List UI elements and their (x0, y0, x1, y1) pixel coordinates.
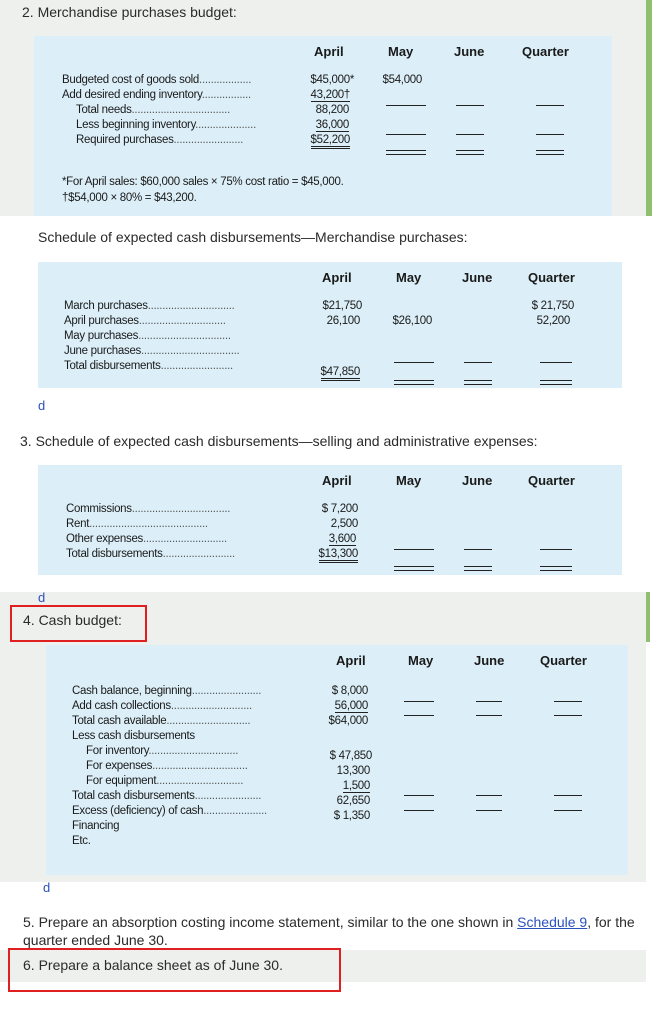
section3-heading: 3. Schedule of expected cash disbursements—selling and administrative expenses: (20, 433, 538, 449)
footnote: †$54,000 × 80% = $43,200. (62, 192, 197, 204)
col-april: April (322, 473, 352, 488)
cell: $ 21,750 (531, 300, 574, 312)
cell: 56,000 (334, 700, 368, 712)
blank-line (476, 715, 502, 716)
blank-total (386, 150, 426, 155)
schedule-9-link[interactable]: Schedule 9 (517, 914, 588, 930)
answer-marker: d (38, 590, 46, 605)
blank-line (394, 362, 434, 363)
cell: 88,200 (315, 104, 349, 116)
row-label: Add cash collections............................ (72, 700, 252, 712)
blank-line (404, 810, 434, 811)
disbursements-table (38, 262, 622, 388)
col-april: April (336, 653, 366, 668)
col-quarter: Quarter (528, 270, 575, 285)
row-label: Cash balance, beginning........................ (72, 685, 262, 697)
merchandise-purchases-table (34, 36, 612, 216)
row-label: For inventory............................... (86, 745, 239, 757)
cell: $ 47,850 (329, 750, 372, 762)
cell: 13,300 (336, 765, 370, 777)
section2-heading: 2. Merchandise purchases budget: (22, 4, 237, 20)
blank-line (404, 715, 434, 716)
section4-heading: 4. Cash budget: (23, 612, 122, 628)
cell: $13,300 (319, 548, 358, 563)
row-label: For expenses................................. (86, 760, 248, 772)
cell: $52,200 (311, 134, 350, 149)
blank-line (554, 810, 582, 811)
col-june: June (474, 653, 505, 668)
row-label: Less cash disbursements (72, 730, 195, 742)
row-label: June purchases.................................. (64, 345, 240, 357)
col-april: April (314, 44, 344, 59)
blank-total (540, 380, 572, 385)
col-quarter: Quarter (540, 653, 587, 668)
row-label: For equipment.............................. (86, 775, 244, 787)
row-label: Total disbursements......................... (66, 548, 235, 560)
cell: $47,850 (321, 366, 360, 381)
row-label: Total needs.................................. (76, 104, 230, 116)
blank-line (394, 549, 434, 550)
cell: 52,200 (536, 315, 570, 327)
row-label: May purchases................................ (64, 330, 231, 342)
blank-line (476, 701, 502, 702)
cell: 62,650 (336, 795, 370, 807)
blank-total (536, 150, 564, 155)
blank-total (456, 150, 484, 155)
cell: 1,500 (342, 780, 370, 792)
blank-line (476, 810, 502, 811)
cell: $26,100 (392, 315, 432, 327)
cell: 36,000 (315, 119, 349, 131)
row-label: Commissions.................................. (66, 503, 231, 515)
blank-total (540, 566, 572, 571)
cell: $ 1,350 (333, 810, 370, 822)
blank-total (394, 566, 434, 571)
cell: $ 8,000 (331, 685, 368, 697)
row-label: Required purchases........................ (76, 134, 244, 146)
blank-line (554, 715, 582, 716)
footnote: *For April sales: $60,000 sales × 75% cost ratio = $45,000. (62, 176, 344, 188)
cell: $ 7,200 (321, 503, 358, 515)
cell: 43,200† (310, 89, 350, 101)
cash-budget-table (46, 645, 628, 875)
cell: 2,500 (330, 518, 358, 530)
answer-marker: d (43, 880, 51, 895)
section6-text: 6. Prepare a balance sheet as of June 30. (23, 957, 283, 973)
row-label: March purchases.............................. (64, 300, 235, 312)
row-label: Less beginning inventory..................... (76, 119, 256, 131)
cell: 26,100 (326, 315, 360, 327)
cell: $54,000 (382, 74, 422, 86)
blank-line (386, 134, 426, 135)
row-label: Add desired ending inventory................. (62, 89, 251, 101)
row-label: April purchases.............................. (64, 315, 226, 327)
answer-marker: d (38, 398, 46, 413)
cell: 3,600 (328, 533, 356, 545)
accent-bar-top (646, 0, 652, 216)
row-label: Total cash disbursements....................... (72, 790, 262, 802)
row-label: Rent......................................... (66, 518, 208, 530)
blank-line (476, 795, 502, 796)
blank-total (394, 380, 434, 385)
blank-line (554, 795, 582, 796)
cell: $64,000 (328, 715, 368, 727)
cell: $21,750 (322, 300, 362, 312)
blank-total (464, 566, 492, 571)
row-label: Total disbursements......................... (64, 360, 233, 372)
row-label: Budgeted cost of goods sold.................. (62, 74, 252, 86)
col-may: May (396, 270, 422, 285)
blank-line (404, 795, 434, 796)
selling-admin-table (38, 465, 622, 575)
row-label: Excess (deficiency) of cash...................... (72, 805, 267, 817)
col-june: June (454, 44, 485, 59)
row-label: Etc. (72, 835, 91, 847)
blank-line (386, 105, 426, 106)
disbursements-heading: Schedule of expected cash disbursements—Merchandise purchases: (38, 229, 468, 245)
col-april: April (322, 270, 352, 285)
cell: $45,000* (310, 74, 354, 86)
row-label: Financing (72, 820, 120, 832)
col-may: May (396, 473, 422, 488)
blank-line (554, 701, 582, 702)
col-quarter: Quarter (528, 473, 575, 488)
blank-line (536, 134, 564, 135)
accent-bar-cash (646, 592, 650, 642)
blank-line (456, 134, 484, 135)
col-quarter: Quarter (522, 44, 569, 59)
blank-line (540, 362, 572, 363)
blank-line (464, 362, 492, 363)
row-label: Other expenses............................. (66, 533, 227, 545)
blank-line (464, 549, 492, 550)
col-may: May (408, 653, 434, 668)
col-may: May (388, 44, 414, 59)
blank-total (464, 380, 492, 385)
blank-line (536, 105, 564, 106)
row-label: Total cash available............................. (72, 715, 251, 727)
section5-text: 5. Prepare an absorption costing income statement, similar to the one shown in Schedule 9, for the quarter ended June 30. (23, 914, 635, 948)
blank-line (456, 105, 484, 106)
blank-line (540, 549, 572, 550)
col-june: June (462, 473, 493, 488)
col-june: June (462, 270, 493, 285)
blank-line (404, 701, 434, 702)
